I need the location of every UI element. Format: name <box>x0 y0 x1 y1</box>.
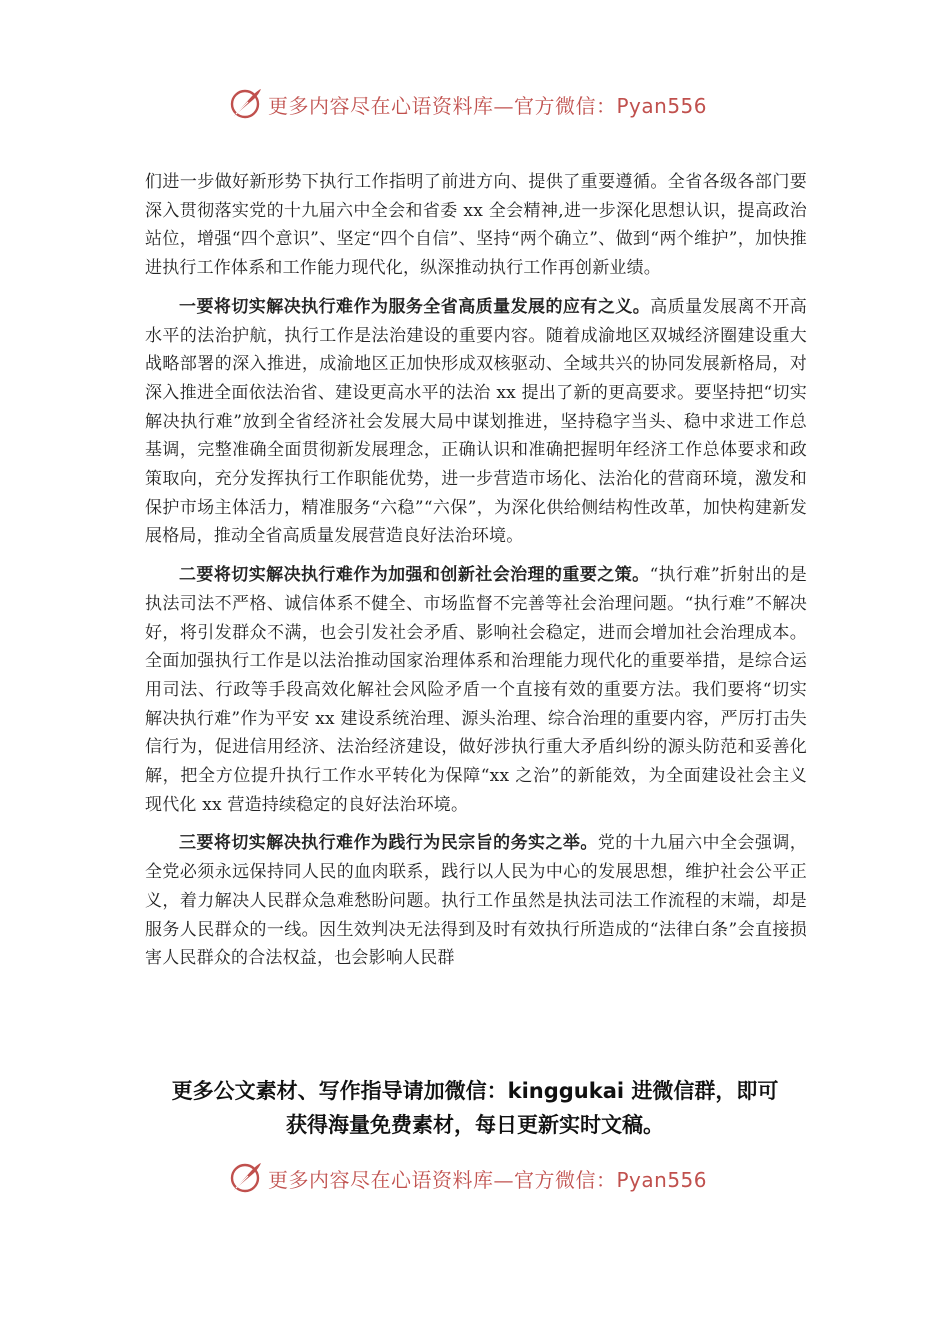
promo-line-1: 更多公文素材、写作指导请加微信：kinggukai 进微信群，即可 <box>171 1079 779 1103</box>
document-body <box>145 168 807 983</box>
footer-banner <box>228 1158 728 1198</box>
header-banner-text <box>268 90 707 119</box>
footer-wechat-id: Pyan556 <box>616 1167 708 1192</box>
paragraph-1 <box>145 168 807 283</box>
paragraph-text: “执行难”折射出的是执法司法不严格、诚信体系不健全、市场监督不完善等社会治理问题。“执行难”不解决好，将引发群众不满，也会引发社会矛盾、影响社会稳定，进而会增加社会治理成本。全面加强执行工作是以法治推动国家治理体系和治理能力现代化的重要举措，是综合运用司法、行政等手段高效化解社会风险矛盾一个直接有效的重要方法。我们要将“切实解决执行难”作为平安 xx 建设系统治理、源头治理、综合治理的重要内容，严厉打击失信行为，促进信用经济、法治经济建设，做好涉执行重大矛盾纠纷的源头防范和妥善化解，把全方位提升执行工作水平转化为保障“xx 之治”的新能效，为全面建设社会主义现代化 xx 营造持续稳定的良好法治环境。 <box>145 565 807 815</box>
header-banner <box>228 84 728 124</box>
header-banner-label: 更多内容尽在心语资料库—官方微信： <box>268 93 617 118</box>
paragraph-lead: 二要将切实解决执行难作为加强和创新社会治理的重要之策。 <box>179 565 650 586</box>
paragraph-3 <box>145 561 807 819</box>
paragraph-text: 们进一步做好新形势下执行工作指明了前进方向、提供了重要遵循。全省各级各部门要深入贯彻落实党的十九届六中全会和省委 xx 全会精神,进一步深化思想认识，提高政治站位，增强“四个意识”、坚定“四个自信”、坚持“两个确立”、做到“两个维护”，加快推进执行工作体系和工作能力现代化，纵深推动执行工作再创新业绩。 <box>145 172 807 279</box>
paragraph-4 <box>145 829 807 973</box>
paragraph-2 <box>145 293 807 551</box>
promo-notice <box>100 1074 850 1142</box>
header-wechat-id: Pyan556 <box>616 93 708 118</box>
paragraph-text: 高质量发展离不开高水平的法治护航，执行工作是法治建设的重要内容。随着成渝地区双城经济圈建设重大战略部署的深入推进，成渝地区正加快形成双核驱动、全域共兴的协同发展新格局，对深入推进全面依法治省、建设更高水平的法治 xx 提出了新的更高要求。要坚持把“切实解决执行难”放到全省经济社会发展大局中谋划推进，坚持稳字当头、稳中求进工作总基调，完整准确全面贯彻新发展理念，正确认识和准确把握明年经济工作总体要求和政策取向，充分发挥执行工作职能优势，进一步营造市场化、法治化的营商环境，激发和保护市场主体活力，精准服务“六稳”“六保”，为深化供给侧结构性改革，加快构建新发展格局，推动全省高质量发展营造良好法治环境。 <box>145 296 807 547</box>
quill-logo-icon <box>228 1160 264 1196</box>
quill-logo-icon <box>228 86 264 122</box>
paragraph-lead: 三要将切实解决执行难作为践行为民宗旨的务实之举。 <box>179 833 598 854</box>
footer-banner-label: 更多内容尽在心语资料库—官方微信： <box>268 1167 617 1192</box>
paragraph-text: 党的十九届六中全会强调，全党必须永远保持同人民的血肉联系，践行以人民为中心的发展思想，维护社会公平正义，着力解决人民群众急难愁盼问题。执行工作虽然是执法司法工作流程的末端，却是服务人民群众的一线。因生效判决无法得到及时有效执行所造成的“法律白条”会直接损害人民群众的合法权益，也会影响人民群 <box>145 833 807 969</box>
footer-banner-text <box>268 1164 707 1193</box>
paragraph-lead: 一要将切实解决执行难作为服务全省高质量发展的应有之义。 <box>179 296 651 317</box>
promo-line-2: 获得海量免费素材，每日更新实时文稿。 <box>286 1113 664 1137</box>
